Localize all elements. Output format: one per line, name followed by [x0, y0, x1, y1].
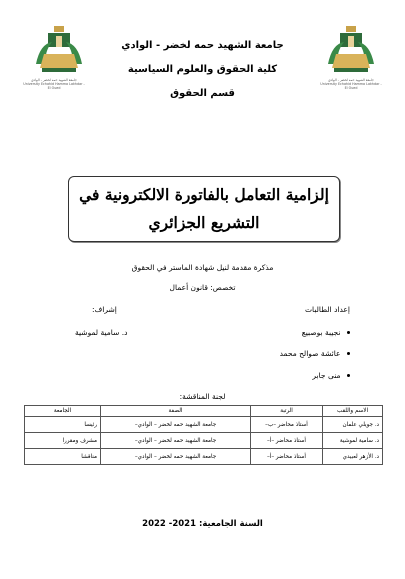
students-label: إعداد الطالبات [304, 305, 350, 314]
jury-table-header-row [25, 406, 383, 417]
jury-table [24, 405, 383, 465]
jury-member-name: د. سامية لموشية [323, 433, 383, 449]
department-name: قسم الحقوق [170, 88, 235, 99]
supervisor-label: إشراف: [92, 305, 117, 314]
jury-header-rank: الرتبة [251, 406, 323, 417]
jury-header-name: الاسم واللقب [323, 406, 383, 417]
jury-member-role: مشرف ومقررا [25, 433, 101, 449]
university-name: جامعة الشهيد حمه لخضر - الوادي [121, 40, 284, 51]
logo-caption-en: University Echahid Hamma Lakhdar - El Oued [23, 82, 85, 90]
student-item [280, 349, 350, 358]
university-logo-left [23, 24, 86, 90]
bullet-icon [347, 352, 351, 356]
jury-member-university: جامعة الشهيد حمه لخضر – الوادي– [101, 449, 251, 465]
student-item [302, 328, 350, 337]
thesis-title-box [68, 176, 340, 242]
logo-caption-ar: جامعة الشهيد حمه لخضر - الوادي [328, 78, 374, 82]
table-row [25, 449, 383, 465]
jury-member-university: جامعة الشهيد حمه لخضر – الوادي– [101, 417, 251, 433]
jury-header-university: الجامعة [25, 406, 101, 417]
university-logo-right [319, 24, 382, 90]
supervisor-name: د. سامية لموشية [75, 328, 128, 337]
memo-specialty: تخصص: قانون أعمال [169, 283, 236, 292]
logo-caption-ar: جامعة الشهيد حمه لخضر - الوادي [31, 78, 77, 82]
thesis-title-line2: التشريع الجزائري [148, 213, 260, 232]
bullet-icon [347, 331, 351, 335]
memo-description: مذكرة مقدمة لنيل شهادة الماستر في الحقوق [131, 263, 274, 272]
student-name: نجيبة بوصبيع [301, 328, 341, 337]
logo-caption-en: University Echahid Hamma Lakhdar - El Oued [320, 82, 382, 90]
jury-member-rank: أستاذ محاضر –أ– [251, 433, 323, 449]
table-row [25, 417, 383, 433]
jury-member-rank: أستاذ محاضر –ب– [251, 417, 323, 433]
jury-member-university: جامعة الشهيد حمه لخضر – الوادي– [101, 433, 251, 449]
thesis-title-line1: إلزامية التعامل بالفاتورة الالكترونية في [79, 185, 329, 204]
jury-member-role: مناقشا [25, 449, 101, 465]
student-name: عائشة صوالح محمد [279, 349, 341, 358]
table-row [25, 433, 383, 449]
jury-label: لجنة المناقشة: [179, 392, 226, 401]
bullet-icon [347, 374, 351, 378]
jury-member-role: رئيسا [25, 417, 101, 433]
jury-member-rank: أستاذ محاضر –أ– [251, 449, 323, 465]
jury-header-role: الصفة [101, 406, 251, 417]
student-name: منى جابر [312, 371, 341, 380]
faculty-name: كلية الحقوق والعلوم السياسية [127, 64, 278, 75]
jury-member-name: د. جويلي علمان [323, 417, 383, 433]
academic-year: السنة الجامعية: 2021- 2022 [142, 519, 263, 529]
student-item [312, 371, 350, 380]
jury-member-name: د. الأزهر لعبيدي [323, 449, 383, 465]
